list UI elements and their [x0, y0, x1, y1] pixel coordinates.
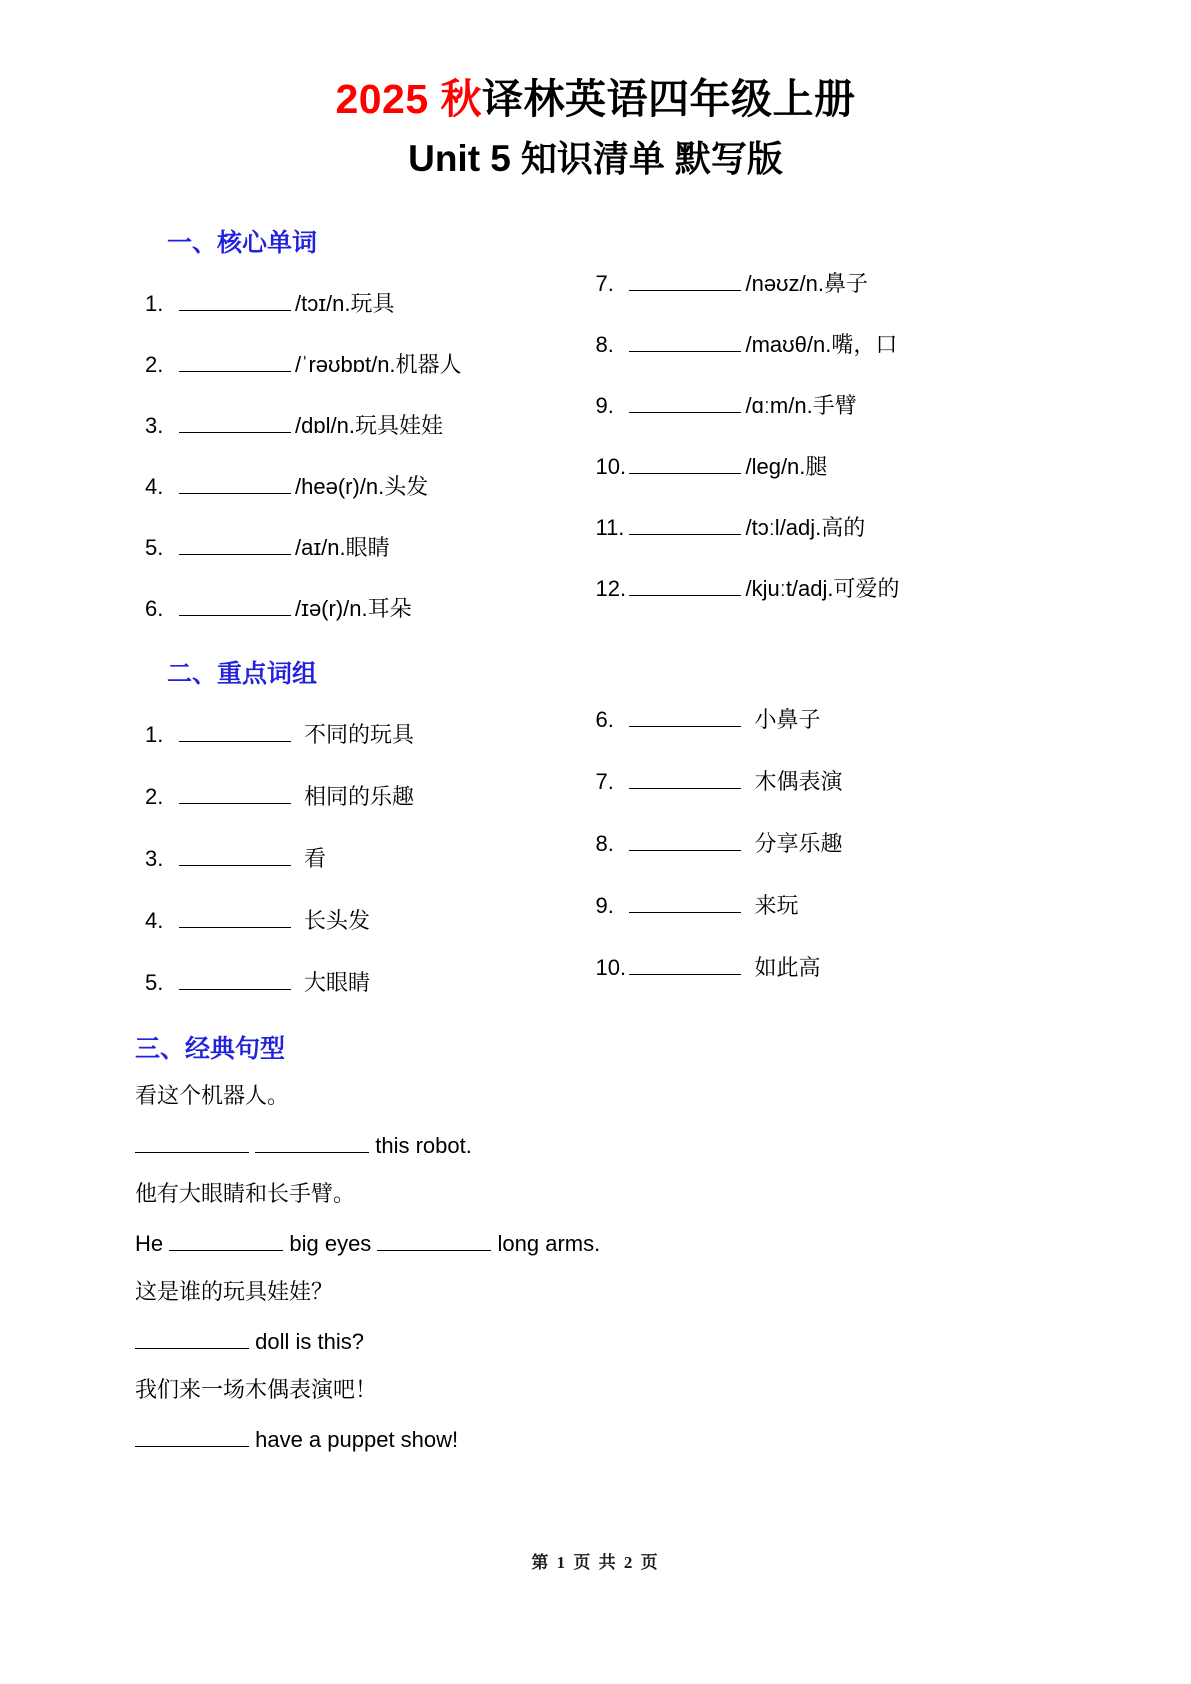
vocabulary-columns	[95, 261, 1096, 657]
answer-blank[interactable]	[179, 846, 291, 866]
item-number: 6.	[145, 596, 164, 622]
answer-blank[interactable]	[629, 576, 741, 596]
answer-blank[interactable]	[629, 955, 741, 975]
item-meaning: 玩具娃娃	[354, 413, 443, 439]
item-meaning: 高的	[821, 515, 866, 541]
list-item	[145, 474, 575, 498]
vocabulary-column-right	[575, 271, 1096, 637]
item-phonetic: /nəʊz/n.	[745, 271, 825, 297]
item-meaning: 嘴，口	[831, 332, 898, 358]
item-meaning: 腿	[805, 454, 828, 480]
item-meaning: 鼻子	[824, 271, 869, 297]
sentence-fragment: long arms.	[491, 1231, 601, 1257]
item-number: 10.	[595, 454, 627, 480]
item-meaning: 玩具	[350, 291, 395, 317]
item-meaning: 如此高	[754, 955, 821, 981]
phrases-columns	[95, 692, 1096, 1032]
list-item	[145, 846, 575, 870]
item-phonetic: /dɒl/n.	[295, 413, 355, 439]
sentence-english	[135, 1231, 1096, 1255]
item-meaning: 小鼻子	[754, 707, 821, 733]
answer-blank[interactable]	[629, 707, 741, 727]
item-number: 8.	[595, 831, 614, 857]
section-heading-phrases: 二、重点词组	[167, 660, 318, 689]
title-unit: Unit 5	[408, 138, 511, 180]
item-phonetic: /kjuːt/adj.	[745, 576, 834, 602]
item-number: 7.	[595, 769, 614, 795]
answer-blank[interactable]	[179, 970, 291, 990]
item-number: 3.	[145, 846, 164, 872]
sentence-english	[135, 1133, 1096, 1157]
title-line-2	[95, 134, 1096, 184]
title-textbook-grade: 译林英语四年级上册	[482, 76, 856, 122]
item-number: 6.	[595, 707, 614, 733]
sentence-english	[135, 1329, 1096, 1353]
list-item	[145, 535, 575, 559]
answer-blank[interactable]	[179, 352, 291, 372]
item-meaning: 看	[304, 846, 327, 872]
item-number: 11.	[595, 515, 625, 541]
item-phonetic: /maʊθ/n.	[745, 332, 832, 358]
title-subtitle: 知识清单 默写版	[520, 138, 783, 180]
sentence-chinese: 他有大眼睛和长手臂。	[135, 1181, 356, 1207]
list-item	[145, 722, 575, 746]
answer-blank[interactable]	[169, 1231, 283, 1251]
item-number: 2.	[145, 352, 164, 378]
list-item	[145, 352, 575, 376]
list-item	[595, 707, 1096, 731]
item-meaning: 大眼睛	[304, 970, 371, 996]
title-year-season: 2025 秋	[335, 76, 483, 122]
item-number: 1.	[145, 722, 164, 748]
item-phonetic: /ɪə(r)/n.	[295, 596, 368, 622]
item-phonetic: /tɔɪ/n.	[295, 291, 351, 317]
sentence-chinese: 这是谁的玩具娃娃？	[135, 1279, 334, 1305]
item-meaning: 眼睛	[345, 535, 390, 561]
item-number: 12.	[595, 576, 627, 602]
list-item	[595, 955, 1096, 979]
item-phonetic: /heə(r)/n.	[295, 474, 385, 500]
section-heading-sentences: 三、经典句型	[135, 1035, 286, 1064]
answer-blank[interactable]	[629, 769, 741, 789]
title-line-1	[95, 74, 1096, 125]
item-meaning: 手臂	[812, 393, 857, 419]
item-number: 4.	[145, 474, 164, 500]
item-phonetic: /ɑːm/n.	[745, 393, 813, 419]
answer-blank[interactable]	[179, 722, 291, 742]
item-number: 9.	[595, 893, 614, 919]
item-meaning: 可爱的	[833, 576, 900, 602]
answer-blank[interactable]	[629, 454, 741, 474]
item-phonetic: /tɔːl/adj.	[745, 515, 822, 541]
item-meaning: 木偶表演	[754, 769, 843, 795]
answer-blank[interactable]	[629, 332, 741, 352]
sentence-fragment: big eyes	[283, 1231, 378, 1257]
sentence-chinese: 看这个机器人。	[135, 1083, 290, 1109]
answer-blank[interactable]	[629, 515, 741, 535]
answer-blank[interactable]	[135, 1427, 249, 1447]
item-phonetic: /aɪ/n.	[295, 535, 346, 561]
item-meaning: 分享乐趣	[754, 831, 843, 857]
item-number: 7.	[595, 271, 614, 297]
sentence-english	[135, 1427, 1096, 1451]
list-item	[145, 908, 575, 932]
answer-blank[interactable]	[179, 784, 291, 804]
item-number: 5.	[145, 535, 164, 561]
item-meaning: 机器人	[395, 352, 462, 378]
list-item	[145, 970, 575, 994]
answer-blank[interactable]	[135, 1329, 249, 1349]
item-number: 2.	[145, 784, 164, 810]
item-meaning: 不同的玩具	[304, 722, 415, 748]
answer-blank[interactable]	[255, 1133, 369, 1153]
item-meaning: 相同的乐趣	[304, 784, 415, 810]
item-meaning: 来玩	[754, 893, 799, 919]
answer-blank[interactable]	[629, 393, 741, 413]
list-item	[145, 413, 575, 437]
sentence-fragment: have a puppet show!	[249, 1427, 459, 1453]
phrases-column-right	[575, 707, 1096, 1017]
sentence-fragment: doll is this?	[249, 1329, 364, 1355]
list-item	[595, 332, 1096, 356]
sentence-chinese: 我们来一场木偶表演吧！	[135, 1377, 378, 1403]
list-item	[595, 893, 1096, 917]
list-item	[595, 271, 1096, 295]
answer-blank[interactable]	[179, 291, 291, 311]
item-meaning: 长头发	[304, 908, 371, 934]
page-title	[95, 0, 1096, 184]
answer-blank[interactable]	[377, 1231, 491, 1251]
item-phonetic: /leg/n.	[745, 454, 806, 480]
item-number: 10.	[595, 955, 627, 981]
item-number: 1.	[145, 291, 164, 317]
answer-blank[interactable]	[179, 535, 291, 555]
sentence-fragment: this robot.	[369, 1133, 472, 1159]
item-number: 3.	[145, 413, 164, 439]
item-number: 5.	[145, 970, 164, 996]
answer-blank[interactable]	[629, 271, 741, 291]
list-item	[595, 454, 1096, 478]
item-number: 8.	[595, 332, 614, 358]
answer-blank[interactable]	[179, 908, 291, 928]
list-item	[595, 831, 1096, 855]
phrases-column-left	[95, 722, 575, 1032]
list-item	[595, 515, 1096, 539]
item-phonetic: /ˈrəʊbɒt/n.	[295, 352, 396, 378]
answer-blank[interactable]	[135, 1133, 249, 1153]
list-item	[145, 596, 575, 620]
answer-blank[interactable]	[179, 596, 291, 616]
list-item	[595, 769, 1096, 793]
list-item	[595, 393, 1096, 417]
list-item	[145, 784, 575, 808]
section-heading-vocabulary: 一、核心单词	[167, 229, 318, 258]
page-footer: 第 1 页 共 2 页	[531, 1553, 660, 1572]
sentence-patterns-list	[135, 1085, 1096, 1451]
vocabulary-column-left	[95, 291, 575, 657]
answer-blank[interactable]	[629, 831, 741, 851]
item-number: 9.	[595, 393, 614, 419]
list-item	[595, 576, 1096, 600]
item-meaning: 耳朵	[367, 596, 412, 622]
list-item	[145, 291, 575, 315]
answer-blank[interactable]	[629, 893, 741, 913]
answer-blank[interactable]	[179, 474, 291, 494]
answer-blank[interactable]	[179, 413, 291, 433]
item-meaning: 头发	[384, 474, 429, 500]
item-number: 4.	[145, 908, 164, 934]
sentence-fragment: He	[135, 1231, 170, 1257]
